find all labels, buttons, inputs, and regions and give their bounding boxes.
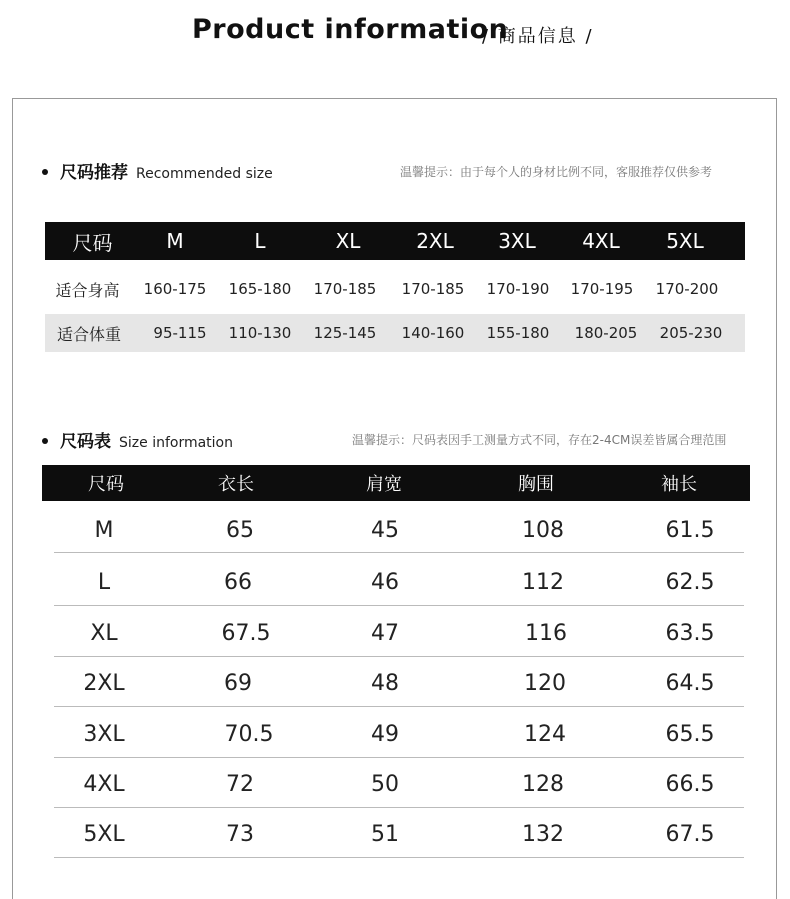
header-cell: 肩宽 [366, 474, 402, 495]
header-cell: 2XL [416, 229, 454, 253]
table-cell: 125-145 [313, 324, 377, 342]
table-row [54, 557, 744, 607]
table-row [54, 709, 744, 759]
row-divider [54, 706, 744, 707]
table-cell: L [97, 569, 111, 595]
size-info-note: 温馨提示：尺码表因手工测量方式不同，存在2-4CM误差皆属合理范围 [352, 433, 727, 447]
header-cell: XL [335, 229, 361, 253]
table-cell: XL [90, 620, 118, 646]
header-cell: 胸围 [518, 474, 554, 495]
table-cell: 67.5 [221, 620, 271, 646]
table-cell: 112 [522, 569, 564, 595]
table-cell: 155-180 [486, 324, 550, 342]
table-row [45, 314, 745, 352]
table-cell: 70.5 [224, 721, 274, 747]
table-cell: 66.5 [665, 771, 715, 797]
table-cell: 116 [525, 620, 567, 646]
recommended-size-heading [42, 158, 273, 183]
table-cell: 66 [224, 569, 252, 595]
header-cell: 尺码 [88, 474, 124, 495]
size-table-header [42, 465, 750, 501]
table-row [54, 608, 744, 658]
table-cell: 108 [522, 517, 564, 543]
row-label: 适合身高 [55, 280, 120, 300]
table-row [54, 759, 744, 809]
table-cell: 124 [524, 721, 566, 747]
table-cell: 110-130 [228, 324, 292, 342]
page-title: Product information [192, 14, 509, 45]
header-cell: 4XL [582, 229, 620, 253]
table-row [54, 505, 744, 555]
table-cell: 140-160 [401, 324, 465, 342]
table-cell: 69 [224, 670, 252, 696]
section-title-en: Size information [119, 435, 233, 451]
table-cell: 128 [522, 771, 564, 797]
table-cell: 61.5 [665, 517, 715, 543]
header-cell: 3XL [498, 229, 536, 253]
table-cell: 63.5 [665, 620, 715, 646]
table-cell: 47 [371, 620, 399, 646]
page-title-cn: / 商品信息 / [482, 26, 594, 47]
bullet-icon [42, 438, 48, 444]
table-cell: 170-185 [401, 280, 465, 298]
table-cell: 170-200 [655, 280, 719, 298]
table-cell: 95-115 [153, 324, 207, 342]
section-title-cn: 尺码推荐 [60, 163, 128, 183]
table-cell: 170-190 [486, 280, 550, 298]
table-cell: 48 [371, 670, 399, 696]
header-cell: L [254, 229, 266, 253]
table-cell: 72 [226, 771, 254, 797]
table-cell: 51 [371, 821, 399, 847]
header-cell: 5XL [666, 229, 704, 253]
section-title-en: Recommended size [136, 166, 273, 182]
table-cell: 67.5 [665, 821, 715, 847]
table-row [54, 658, 744, 708]
table-cell: 165-180 [228, 280, 292, 298]
bullet-icon [42, 169, 48, 175]
table-row [54, 809, 744, 859]
header-cell: 尺码 [72, 230, 113, 255]
header-cell: M [166, 229, 184, 253]
table-cell: 170-185 [313, 280, 377, 298]
table-cell: 205-230 [659, 324, 723, 342]
recommended-note: 温馨提示：由于每个人的身材比例不同，客服推荐仅供参考 [400, 165, 713, 179]
row-divider [54, 605, 744, 606]
table-cell: 4XL [83, 771, 125, 797]
table-cell: 160-175 [143, 280, 207, 298]
header-cell: 衣长 [218, 474, 254, 495]
table-cell: 65.5 [665, 721, 715, 747]
table-cell: 2XL [83, 670, 125, 696]
size-info-heading [42, 427, 233, 452]
table-cell: 64.5 [665, 670, 715, 696]
page-header [0, 14, 790, 54]
table-cell: 132 [522, 821, 564, 847]
table-row [45, 270, 745, 308]
table-cell: 65 [226, 517, 254, 543]
table-cell: 46 [371, 569, 399, 595]
table-cell: 120 [524, 670, 566, 696]
section-title-cn: 尺码表 [60, 432, 111, 452]
row-divider [54, 807, 744, 808]
table-cell: 170-195 [570, 280, 634, 298]
table-cell: 180-205 [574, 324, 638, 342]
table-cell: 62.5 [665, 569, 715, 595]
header-cell: 袖长 [661, 474, 697, 495]
row-divider [54, 857, 744, 858]
row-divider [54, 552, 744, 553]
row-divider [54, 757, 744, 758]
table-cell: 5XL [83, 821, 125, 847]
table-cell: 49 [371, 721, 399, 747]
table-cell: 45 [371, 517, 399, 543]
table-cell: 73 [226, 821, 254, 847]
row-label: 适合体重 [56, 324, 121, 344]
table-cell: 50 [371, 771, 399, 797]
table-cell: 3XL [83, 721, 125, 747]
recommended-table-header [45, 222, 745, 260]
table-cell: M [94, 517, 114, 543]
row-divider [54, 656, 744, 657]
